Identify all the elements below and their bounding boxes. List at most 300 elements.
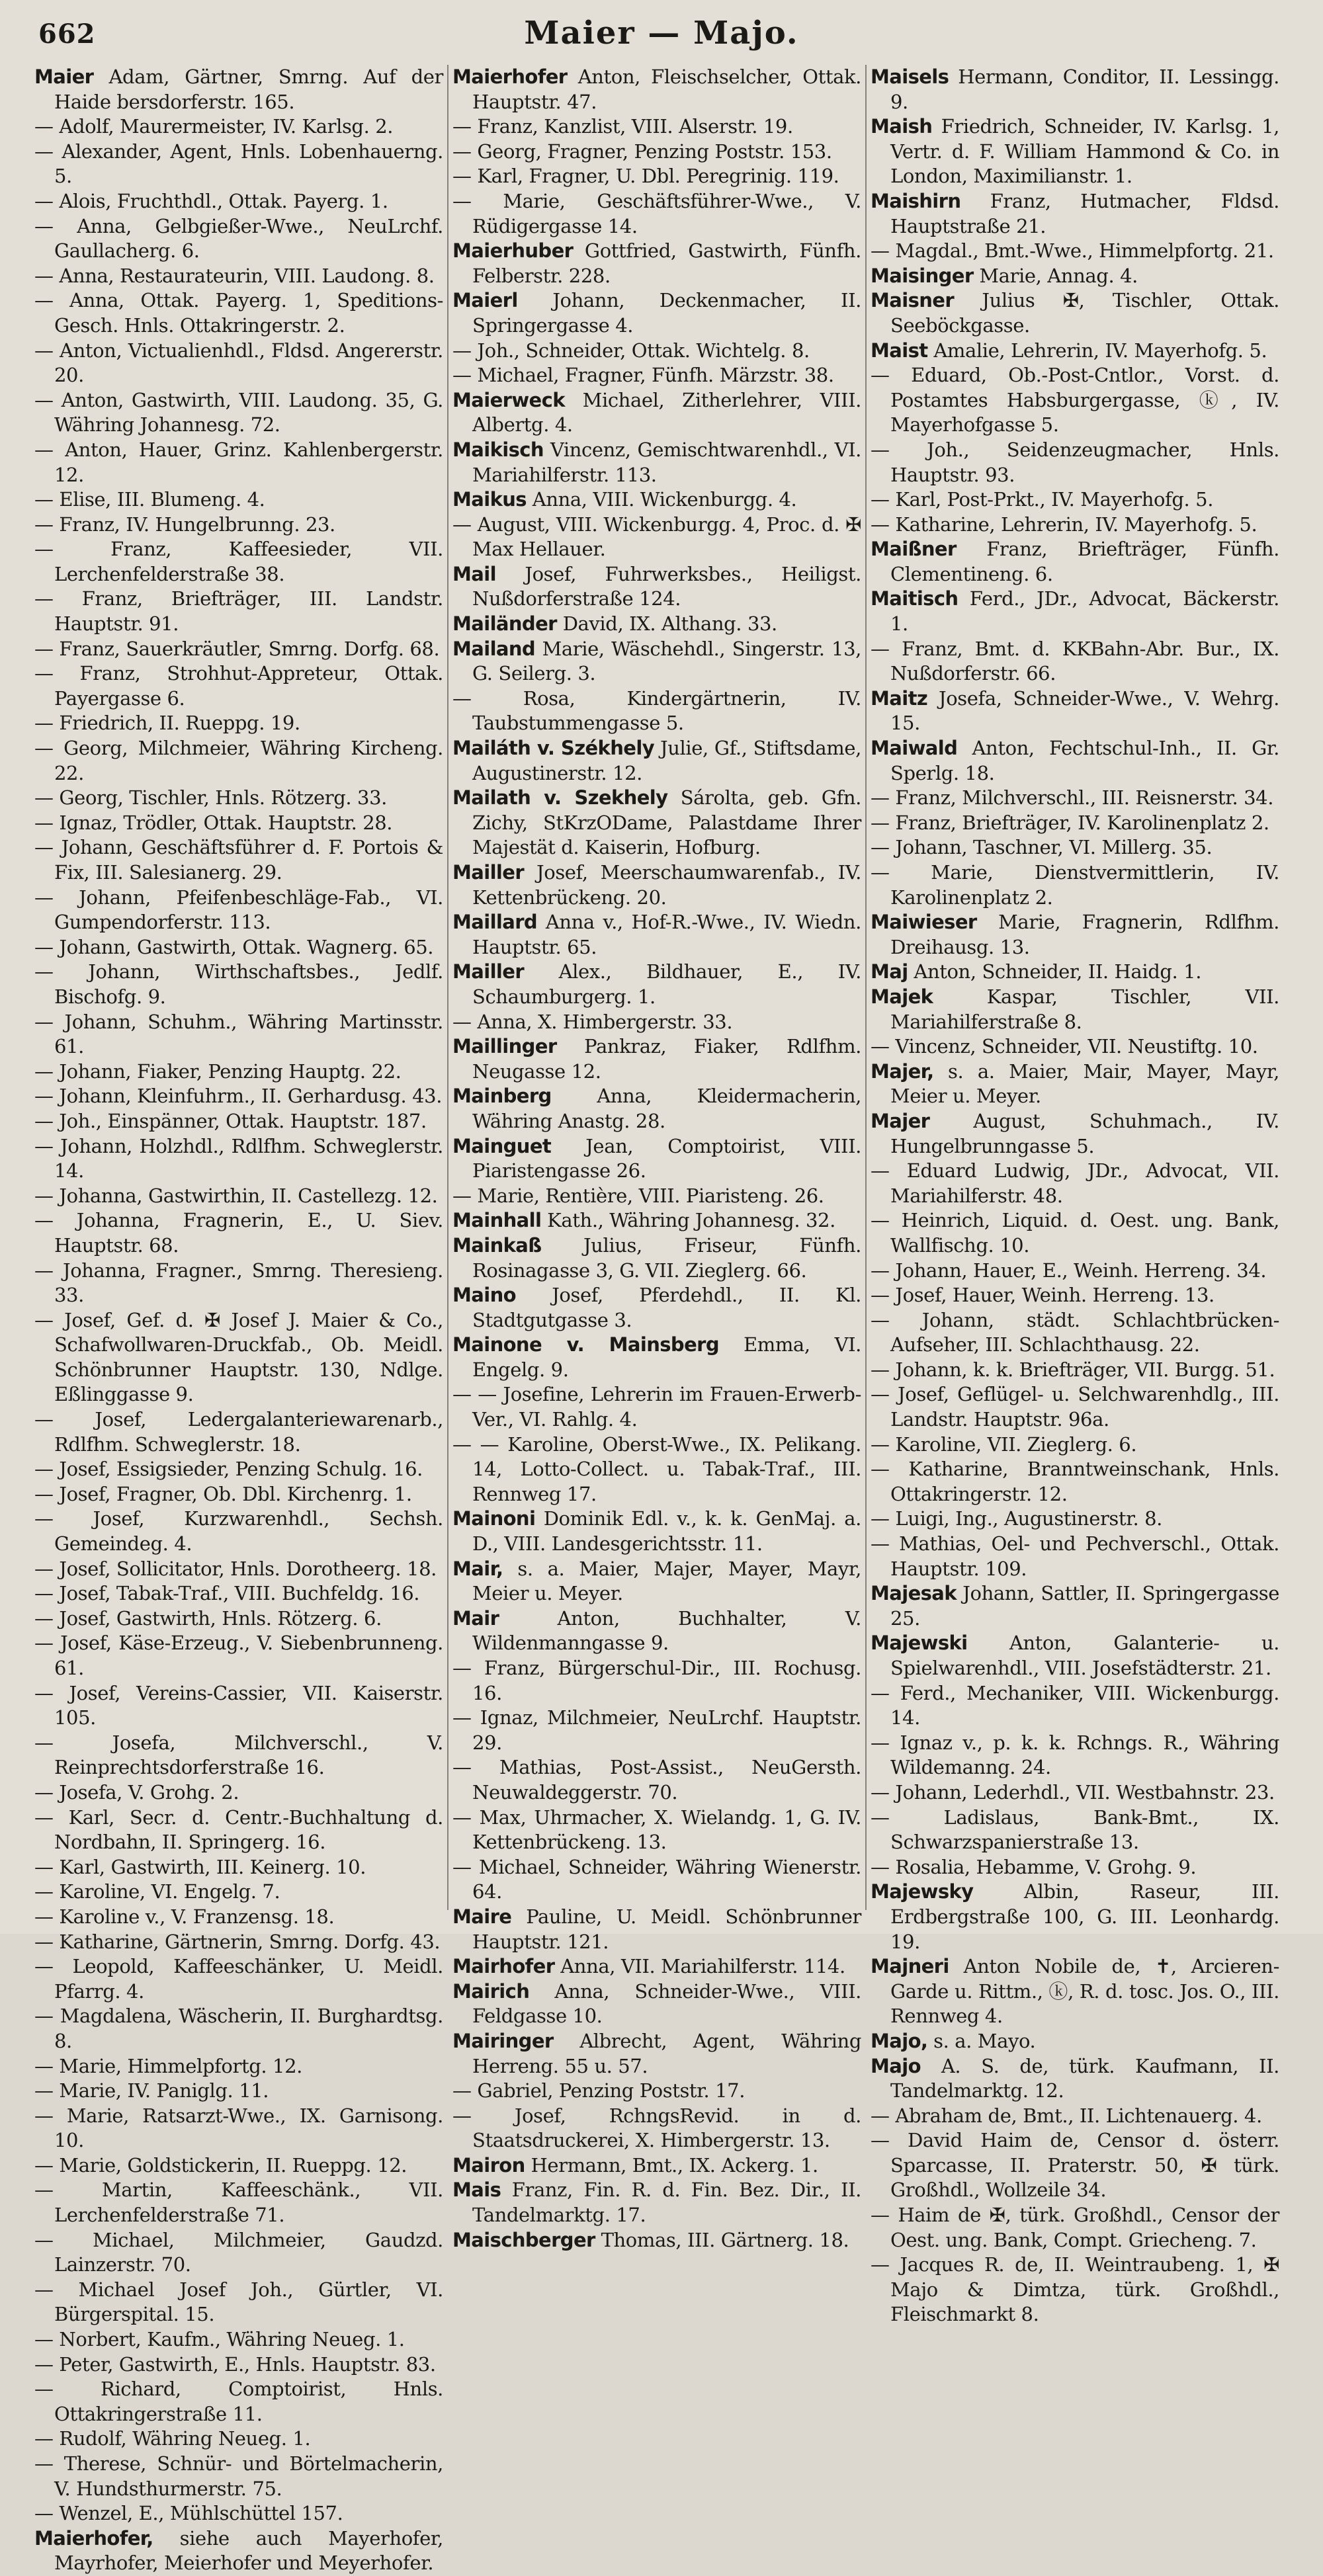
- directory-entry: [871, 1283, 1279, 1308]
- directory-entry: [34, 1557, 443, 1582]
- directory-entry: [452, 1208, 861, 1233]
- directory-entry: [871, 2029, 1279, 2054]
- entry-text: — Haim de ✠, türk. Großhdl., Censor der Oest. ung. Bank, Compt. Griecheng. 7.: [871, 2204, 1279, 2251]
- directory-entry: [34, 2452, 443, 2501]
- directory-entry: [34, 2278, 443, 2327]
- entry-text: Anton Nobile de, ✝, Arcieren-Garde u. Rittm., ⓚ, R. d. tosc. Jos. O., III. Rennweg 4.: [890, 1955, 1279, 2028]
- entry-text: — Eduard, Ob.-Post-Cntlor., Vorst. d. Postamtes Habsburgergasse, ⓚ, IV. Mayerhofgasse 5.: [871, 364, 1279, 436]
- directory-entry: [34, 1457, 443, 1482]
- entry-text: — Johanna, Gastwirthin, II. Castellezg. 12.: [34, 1184, 438, 1207]
- directory-entry: [871, 114, 1279, 189]
- directory-entry: [34, 886, 443, 935]
- directory-entry: [34, 1581, 443, 1606]
- entry-surname: Majewsky: [871, 1880, 974, 1903]
- directory-entry: [452, 1283, 861, 1333]
- entry-surname: Majneri: [871, 1955, 949, 1978]
- directory-entry: [34, 1407, 443, 1457]
- entry-text: — Rosa, Kindergärtnerin, IV. Taubstummengasse 5.: [452, 686, 861, 735]
- entry-text: — Josef, Kurzwarenhdl., Sechsh. Gemeindeg. 4.: [34, 1507, 443, 1556]
- entry-text: — Eduard Ludwig, JDr., Advocat, VII. Mariahilferstr. 48.: [871, 1159, 1279, 1207]
- entry-text: — Katharine, Lehrerin, IV. Mayerhofg. 5.: [871, 513, 1258, 536]
- entry-surname: Maiwieser: [871, 911, 977, 934]
- entry-text: Marie, Wäschehdl., Singerstr. 13, G. Seilerg. 3.: [472, 637, 861, 685]
- directory-entry: [452, 189, 861, 239]
- entry-text: Pankraz, Fiaker, Rdlfhm. Neugasse 12.: [472, 1035, 861, 1083]
- directory-entry: [452, 2079, 861, 2104]
- directory-entry: [871, 339, 1279, 364]
- entry-text: — Friedrich, II. Rueppg. 19.: [34, 712, 300, 735]
- entry-text: Friedrich, Schneider, IV. Karlsg. 1, Vertr. d. F. William Hammond & Co. in London, Maximilianstr. 1.: [890, 115, 1279, 188]
- entry-surname: Maisels: [871, 65, 949, 88]
- entry-surname: Majesak: [871, 1582, 957, 1605]
- entry-surname: Maiwald: [871, 737, 958, 760]
- directory-entry: [871, 1780, 1279, 1806]
- entry-text: — Josef, Gef. d. ✠ Josef J. Maier & Co., Schafwollwaren-Druckfab., Ob. Meidl. Schönbrunner Hauptstr. 130, Ndlge. Eßlinggasse 9.: [34, 1308, 443, 1406]
- entry-surname: Maillinger: [452, 1035, 557, 1058]
- entry-text: — Georg, Tischler, Hnls. Rötzerg. 33.: [34, 786, 387, 810]
- directory-entry: [34, 1482, 443, 1507]
- directory-entry: [34, 1606, 443, 1632]
- entry-text: — Johann, k. k. Briefträger, VII. Burgg. 51.: [871, 1358, 1275, 1381]
- directory-entry: [871, 1433, 1279, 1458]
- entry-text: s. a. Maier, Mair, Mayer, Mayr, Meier u. Meyer.: [890, 1059, 1279, 1108]
- entry-surname: Maischberger: [452, 2228, 595, 2251]
- directory-entry: [34, 1308, 443, 1407]
- directory-entry: [871, 1308, 1279, 1358]
- entry-surname: Maisner: [871, 289, 955, 312]
- entry-text: — Magdalena, Wäscherin, II. Burghardtsg. 8.: [34, 2005, 443, 2052]
- entry-text: — Jacques R. de, II. Weintraubeng. 1, ✠ Majo & Dimtza, türk. Großhdl., Fleischmarkt 8.: [871, 2253, 1279, 2326]
- entry-text: Julius, Friseur, Fünfh. Rosinagasse 3, G. VII. Zieglerg. 66.: [472, 1233, 861, 1282]
- directory-entry: [871, 1731, 1279, 1780]
- entry-text: — Josef, Fragner, Ob. Dbl. Kirchenrg. 1.: [34, 1482, 412, 1505]
- entry-text: Jean, Comptoirist, VIII. Piaristengasse 26.: [472, 1134, 861, 1183]
- directory-entry: [452, 140, 861, 165]
- entry-text: — Heinrich, Liquid. d. Oest. ung. Bank, Wallfischg. 10.: [871, 1209, 1279, 1257]
- entry-surname: Maierhofer: [452, 65, 568, 88]
- directory-entry: [871, 786, 1279, 811]
- directory-entry: [34, 1507, 443, 1556]
- directory-entry: [871, 2054, 1279, 2104]
- directory-entry: [871, 264, 1279, 289]
- directory-entry: [871, 288, 1279, 338]
- directory-entry: [452, 562, 861, 612]
- directory-entry: [34, 2054, 443, 2079]
- directory-entry: [871, 1059, 1279, 1109]
- directory-entry: [871, 910, 1279, 960]
- directory-entry: [871, 1581, 1279, 1631]
- directory-entry: [452, 1382, 861, 1432]
- directory-entry: [871, 1109, 1279, 1159]
- entry-text: — Marie, Ratsarzt-Wwe., IX. Garnisong. 10.: [34, 2104, 443, 2152]
- entry-surname: Mailáth v. Székhely: [452, 737, 654, 760]
- entry-text: Thomas, III. Gärtnerg. 18.: [601, 2228, 849, 2251]
- directory-entry: [34, 438, 443, 487]
- entry-text: August, Schuhmach., IV. Hungelbrunngasse 5.: [890, 1109, 1279, 1157]
- entry-text: — Karl, Secr. d. Centr.-Buchhaltung d. Nordbahn, II. Springerg. 16.: [34, 1806, 443, 1854]
- entry-text: Adam, Gärtner, Smrng. Auf der Haide bersdorferstr. 165.: [54, 65, 444, 113]
- entry-text: — Michael, Milchmeier, Gaudzd. Lainzerstr. 70.: [34, 2228, 443, 2276]
- entry-text: — — Karoline, Oberst-Wwe., IX. Pelikang. 14, Lotto-Collect. u. Tabak-Traf., III. Rennweg 17.: [452, 1433, 861, 1505]
- entry-text: — Therese, Schnür- und Börtelmacherin, V. Hundsthurmerstr. 75.: [34, 2452, 443, 2500]
- directory-entry: [871, 1358, 1279, 1383]
- entry-text: — Georg, Fragner, Penzing Poststr. 153.: [452, 140, 832, 163]
- directory-entry: [34, 736, 443, 786]
- directory-entry: [34, 811, 443, 836]
- directory-entry: [34, 2104, 443, 2153]
- column-2: [452, 65, 862, 2251]
- entry-text: — Joh., Seidenzeugmacher, Hnls. Hauptstr. 93.: [871, 438, 1279, 486]
- entry-text: — Marie, Goldstickerin, II. Rueppg. 12.: [34, 2153, 407, 2177]
- directory-entry: [34, 960, 443, 1009]
- entry-surname: Mairon: [452, 2153, 525, 2177]
- entry-text: — Marie, Rentière, VIII. Piaristeng. 26.: [452, 1184, 824, 1207]
- entry-text: Albrecht, Agent, Währing Herreng. 55 u. 57.: [472, 2029, 861, 2077]
- entry-text: — Anna, X. Himbergerstr. 33.: [452, 1010, 733, 1033]
- directory-entry: [871, 239, 1279, 264]
- entry-text: Sárolta, geb. Gfn. Zichy, StKrzODame, Palastdame Ihrer Majestät d. Kaiserin, Hofburg.: [472, 786, 861, 859]
- directory-entry: [871, 1806, 1279, 1855]
- entry-text: Anton, Fechtschul-Inh., II. Gr. Sperlg. 18.: [890, 737, 1279, 784]
- entry-surname: Mailath v. Szekhely: [452, 786, 668, 810]
- directory-entry: [34, 1631, 443, 1681]
- entry-surname: Maire: [452, 1905, 512, 1928]
- entry-text: Anton, Buchhalter, V. Wildenmanngasse 9.: [472, 1606, 861, 1655]
- directory-entry: [34, 2427, 443, 2452]
- entry-text: Dominik Edl. v., k. k. GenMaj. a. D., VIII. Landesgerichtsstr. 11.: [472, 1507, 861, 1556]
- entry-text: s. a. Maier, Majer, Mayer, Mayr, Meier u. Meyer.: [472, 1557, 861, 1605]
- directory-entry: [452, 363, 861, 388]
- entry-text: Ferd., JDr., Advocat, Bäckerstr. 1.: [890, 587, 1280, 636]
- directory-entry: [34, 2327, 443, 2352]
- directory-entry: [34, 1681, 443, 1731]
- entry-surname: Maisinger: [871, 264, 974, 287]
- entry-text: — — Josefine, Lehrerin im Frauen-Erwerb-Ver., VI. Rahlg. 4.: [452, 1383, 861, 1431]
- entry-text: Marie, Annag. 4.: [979, 264, 1138, 287]
- directory-entry: [34, 2178, 443, 2227]
- entry-text: Josefa, Schneider-Wwe., V. Wehrg. 15.: [890, 686, 1279, 735]
- entry-surname: Mailänder: [452, 612, 557, 636]
- entry-surname: Mairich: [452, 1979, 530, 2003]
- directory-entry: [452, 1557, 861, 1606]
- directory-entry: [34, 786, 443, 811]
- directory-entry: [34, 513, 443, 538]
- directory-entry: [34, 487, 443, 513]
- entry-text: — Karl, Fragner, U. Dbl. Peregrinig. 119.: [452, 165, 839, 188]
- entry-text: Anton, Fleischselcher, Ottak. Hauptstr. 47.: [472, 65, 862, 113]
- page-header: [0, 0, 1323, 66]
- directory-entry: [452, 1034, 861, 1084]
- entry-surname: Mailler: [452, 861, 525, 884]
- directory-entry: [871, 1507, 1279, 1532]
- directory-entry: [34, 1855, 443, 1880]
- directory-entry: [871, 2104, 1279, 2129]
- directory-entry: [34, 935, 443, 960]
- entry-surname: Mairinger: [452, 2029, 554, 2052]
- entry-text: Vincenz, Gemischtwarenhdl., VI. Mariahilferstr. 113.: [472, 438, 861, 486]
- entry-text: — Johann, Taschner, VI. Millerg. 35.: [871, 836, 1213, 859]
- entry-text: Marie, Fragnerin, Rdlfhm. Dreihausg. 13.: [890, 911, 1279, 958]
- directory-entry: [452, 2029, 861, 2079]
- running-head: Maier — Majo.: [524, 15, 799, 52]
- directory-entry: [452, 786, 861, 860]
- directory-entry: [34, 1259, 443, 1308]
- entry-text: — Johann, Gastwirth, Ottak. Wagnerg. 65.: [34, 935, 434, 958]
- directory-entry: [452, 1806, 861, 1855]
- directory-entry: [871, 2128, 1279, 2203]
- entry-text: — Franz, Briefträger, IV. Karolinenplatz 2.: [871, 811, 1269, 834]
- entry-text: Anna, Schneider-Wwe., VIII. Feldgasse 10.: [472, 1979, 861, 2028]
- entry-text: Michael, Zitherlehrer, VIII. Albertg. 4.: [472, 388, 861, 436]
- entry-surname: Majek: [871, 985, 933, 1008]
- directory-entry: [452, 1433, 861, 1507]
- directory-entry: [871, 736, 1279, 786]
- entry-text: — Anton, Victualienhdl., Fldsd. Angererstr. 20.: [34, 339, 443, 387]
- entry-text: Anna, Kleidermacherin, Währing Anastg. 28.: [472, 1085, 861, 1132]
- directory-entry: [34, 835, 443, 885]
- entry-text: — Michael, Schneider, Währing Wienerstr. 64.: [452, 1855, 861, 1903]
- directory-entry: [34, 2004, 443, 2054]
- directory-entry: [34, 388, 443, 438]
- entry-surname: Maikus: [452, 488, 527, 511]
- entry-text: — August, VIII. Wickenburgg. 4, Proc. d. ✠ Max Hellauer.: [452, 513, 861, 561]
- directory-entry: [871, 985, 1279, 1034]
- entry-text: — Johann, städt. Schlachtbrücken-Aufseher, III. Schlachthausg. 22.: [871, 1308, 1279, 1356]
- entry-text: Gottfried, Gastwirth, Fünfh. Felberstr. 228.: [472, 239, 861, 287]
- entry-text: — Johann, Fiaker, Penzing Hauptg. 22.: [34, 1059, 402, 1083]
- entry-text: — Mathias, Post-Assist., NeuGersth. Neuwaldeggerstr. 70.: [452, 1756, 861, 1804]
- entry-text: — Franz, IV. Hungelbrunng. 23.: [34, 513, 335, 536]
- entry-surname: Maißner: [871, 538, 957, 561]
- directory-entry: [452, 1855, 861, 1905]
- entry-text: — Josef, Käse-Erzeug., V. Siebenbrunneng. 61.: [34, 1632, 443, 1679]
- entry-surname: Maillard: [452, 911, 538, 934]
- entry-surname: Mailler: [452, 960, 525, 983]
- directory-entry: [871, 860, 1279, 910]
- entry-text: — Franz, Kanzlist, VIII. Alserstr. 19.: [452, 115, 793, 138]
- entry-text: Julie, Gf., Stiftsdame, Augustinerstr. 12.: [472, 737, 861, 784]
- page-number: 662: [38, 19, 96, 50]
- directory-entry: [34, 711, 443, 736]
- entry-text: — Johann, Wirthschaftsbes., Jedlf. Bischofg. 9.: [34, 960, 443, 1008]
- entry-text: — Josef, RchngsRevid. in d. Staatsdruckerei, X. Himbergerstr. 13.: [452, 2104, 861, 2152]
- entry-text: — Karoline, VI. Engelg. 7.: [34, 1880, 280, 1903]
- entry-text: Johann, Deckenmacher, II. Springergasse 4.: [472, 289, 861, 337]
- directory-entry: [34, 339, 443, 388]
- entry-text: — Johann, Hauer, E., Weinh. Herreng. 34.: [871, 1259, 1267, 1282]
- entry-text: — Karl, Post-Prkt., IV. Mayerhofg. 5.: [871, 488, 1214, 511]
- entry-text: — Johanna, Fragner., Smrng. Theresieng. 33.: [34, 1259, 443, 1307]
- directory-entry: [34, 2228, 443, 2278]
- entry-text: — Anton, Hauer, Grinz. Kahlenbergerstr. 12.: [34, 438, 443, 486]
- entry-text: — Joh., Einspänner, Ottak. Hauptstr. 187.: [34, 1109, 427, 1132]
- entry-surname: Maierweck: [452, 388, 565, 411]
- entry-text: — Elise, III. Blumeng. 4.: [34, 488, 265, 511]
- directory-entry: [452, 1706, 861, 1755]
- directory-entry: [452, 1954, 861, 1979]
- entry-text: — Josef, Gastwirth, Hnls. Rötzerg. 6.: [34, 1606, 382, 1630]
- column-3: [871, 65, 1280, 2326]
- directory-entry: [871, 1034, 1279, 1059]
- entry-surname: Maish: [871, 115, 933, 138]
- directory-entry: [452, 960, 861, 1009]
- directory-entry: [34, 1084, 443, 1109]
- directory-entry: [452, 487, 861, 513]
- directory-entry: [871, 1208, 1279, 1258]
- directory-entry: [452, 288, 861, 338]
- directory-entry: [871, 487, 1279, 513]
- directory-entry: [34, 2153, 443, 2179]
- directory-entry: [34, 2526, 443, 2576]
- entry-surname: Mais: [452, 2179, 501, 2202]
- column-divider: [447, 65, 448, 1910]
- entry-text: — Adolf, Maurermeister, IV. Karlsg. 2.: [34, 115, 394, 138]
- entry-text: — Magdal., Bmt.-Wwe., Himmelpfortg. 21.: [871, 239, 1274, 263]
- entry-surname: Maist: [871, 339, 928, 362]
- entry-text: Kaspar, Tischler, VII. Mariahilferstraße 8.: [890, 985, 1279, 1033]
- directory-entry: [34, 1010, 443, 1059]
- entry-text: — Franz, Briefträger, III. Landstr. Hauptstr. 91.: [34, 587, 443, 636]
- directory-entry: [871, 438, 1279, 487]
- entry-text: — Michael, Fragner, Fünfh. Märzstr. 38.: [452, 364, 834, 387]
- directory-entry: [871, 1631, 1279, 1681]
- directory-entry: [452, 1333, 861, 1382]
- directory-entry: [34, 661, 443, 711]
- entry-surname: Mair,: [452, 1557, 503, 1580]
- entry-text: — Max, Uhrmacher, X. Wielandg. 1, G. IV. Kettenbrückeng. 13.: [452, 1806, 861, 1854]
- directory-entry: [34, 1880, 443, 1905]
- entry-text: — Franz, Bürgerschul-Dir., III. Rochusg. 16.: [452, 1657, 861, 1704]
- directory-entry: [34, 2377, 443, 2427]
- directory-entry: [871, 1457, 1279, 1507]
- entry-surname: Majo,: [871, 2029, 928, 2052]
- directory-entry: [34, 1954, 443, 2004]
- entry-text: Anna, VII. Mariahilferstr. 114.: [560, 1955, 845, 1978]
- entry-text: Emma, VI. Engelg. 9.: [472, 1333, 862, 1381]
- entry-text: — Johann, Pfeifenbeschläge-Fab., VI. Gumpendorferstr. 113.: [34, 886, 443, 934]
- directory-entry: [452, 637, 861, 686]
- directory-entry: [871, 835, 1279, 860]
- entry-surname: Mainkaß: [452, 1233, 542, 1257]
- entry-text: — Wenzel, E., Mühlschüttel 157.: [34, 2502, 343, 2525]
- entry-text: — Josef, Vereins-Cassier, VII. Kaiserstr. 105.: [34, 1681, 443, 1729]
- directory-entry: [871, 686, 1279, 736]
- entry-text: — Anna, Ottak. Payerg. 1, Speditions-Gesch. Hnls. Ottakringerstr. 2.: [34, 289, 443, 337]
- entry-text: — Marie, Dienstvermittlerin, IV. Karolinenplatz 2.: [871, 861, 1279, 909]
- entry-text: — Karoline, VII. Zieglerg. 6.: [871, 1433, 1137, 1456]
- directory-entry: [34, 1731, 443, 1780]
- entry-text: — Ignaz v., p. k. k. Rchngs. R., Währing Wildemanng. 24.: [871, 1731, 1279, 1779]
- directory-entry: [871, 587, 1279, 636]
- entry-text: Amalie, Lehrerin, IV. Mayerhofg. 5.: [933, 339, 1267, 362]
- entry-text: — Johann, Lederhdl., VII. Westbahnstr. 23.: [871, 1780, 1275, 1804]
- entry-surname: Mainoni: [452, 1507, 536, 1530]
- entry-surname: Maier: [34, 65, 94, 88]
- entry-surname: Maierl: [452, 289, 518, 312]
- directory-entry: [452, 164, 861, 189]
- entry-surname: Mainguet: [452, 1134, 552, 1157]
- directory-entry: [34, 2079, 443, 2104]
- directory-entry: [871, 1159, 1279, 1208]
- entry-text: — David Haim de, Censor d. österr. Sparcasse, II. Praterstr. 50, ✠ türk. Großhdl., Wollzeile 34.: [871, 2129, 1279, 2202]
- directory-entry: [34, 1780, 443, 1806]
- entry-text: — Johanna, Fragnerin, E., U. Siev. Hauptstr. 68.: [34, 1209, 443, 1257]
- entry-surname: Maierhuber: [452, 239, 574, 263]
- directory-entry: [34, 1134, 443, 1184]
- directory-entry: [452, 910, 861, 960]
- entry-text: Albin, Raseur, III. Erdbergstraße 100, G. III. Leonhardg. 19.: [890, 1880, 1280, 1953]
- entry-text: Kath., Währing Johannesg. 32.: [547, 1209, 835, 1232]
- entry-text: — Ignaz, Milchmeier, NeuLrchf. Hauptstr. 29.: [452, 1706, 861, 1754]
- entry-text: — Marie, Himmelpfortg. 12.: [34, 2054, 302, 2077]
- entry-text: — Richard, Comptoirist, Hnls. Ottakringerstraße 11.: [34, 2378, 443, 2425]
- entry-text: Hermann, Conditor, II. Lessingg. 9.: [890, 65, 1279, 113]
- entry-surname: Majewski: [871, 1632, 968, 1655]
- directory-entry: [871, 2253, 1279, 2327]
- entry-text: — Katharine, Branntweinschank, Hnls. Ottakringerstr. 12.: [871, 1458, 1279, 1505]
- entry-surname: Maikisch: [452, 438, 544, 461]
- directory-entry: [452, 1084, 861, 1134]
- entry-text: Franz, Fin. R. d. Fin. Bez. Dir., II. Tandelmarktg. 17.: [472, 2179, 861, 2227]
- directory-entry: [34, 65, 443, 114]
- directory-entry: [34, 288, 443, 338]
- entry-text: — Franz, Sauerkräutler, Smrng. Dorfg. 68.: [34, 637, 440, 660]
- entry-text: — Joh., Schneider, Ottak. Wichtelg. 8.: [452, 339, 810, 362]
- entry-text: — Josefa, V. Grohg. 2.: [34, 1780, 239, 1804]
- entry-text: — Rudolf, Währing Neueg. 1.: [34, 2427, 311, 2450]
- entry-surname: Mainhall: [452, 1209, 542, 1232]
- entry-text: — Josef, Ledergalanteriewarenarb., Rdlfhm. Schweglerstr. 18.: [34, 1408, 443, 1456]
- entry-text: — Vincenz, Schneider, VII. Neustiftg. 10.: [871, 1035, 1258, 1058]
- entry-text: s. a. Mayo.: [933, 2029, 1036, 2052]
- directory-entry: [452, 2178, 861, 2227]
- entry-surname: Mainone v. Mainsberg: [452, 1333, 720, 1356]
- entry-text: — Anna, Restaurateurin, VIII. Laudong. 8.: [34, 264, 435, 287]
- entry-text: Franz, Hutmacher, Fldsd. Hauptstraße 21.: [890, 189, 1279, 237]
- directory-entry: [871, 1855, 1279, 1880]
- entry-text: — Josef, Sollicitator, Hnls. Dorotheerg. 18.: [34, 1557, 437, 1580]
- entry-text: — Martin, Kaffeeschänk., VII. Lerchenfelderstraße 71.: [34, 2179, 443, 2227]
- entry-surname: Majer,: [871, 1059, 934, 1083]
- directory-entry: [452, 1134, 861, 1184]
- directory-entry: [871, 811, 1279, 836]
- column-divider: [865, 65, 867, 1910]
- entry-surname: Mairhofer: [452, 1955, 555, 1978]
- directory-entry: [34, 637, 443, 662]
- directory-entry: [871, 65, 1279, 114]
- entry-text: Franz, Briefträger, Fünfh. Clementineng. 6.: [890, 538, 1279, 585]
- entry-text: — Leopold, Kaffeeschänker, U. Meidl. Pfarrg. 4.: [34, 1955, 443, 2003]
- directory-entry: [871, 2203, 1279, 2253]
- directory-entry: [452, 114, 861, 140]
- entry-text: David, IX. Althang. 33.: [562, 612, 777, 636]
- directory-entry: [452, 1755, 861, 1805]
- entry-text: — Ladislaus, Bank-Bmt., IX. Schwarzspanierstraße 13.: [871, 1806, 1279, 1854]
- entry-text: — Ferd., Mechaniker, VIII. Wickenburgg. 14.: [871, 1681, 1279, 1729]
- directory-entry: [452, 736, 861, 786]
- entry-text: — Franz, Strohhut-Appreteur, Ottak. Payergasse 6.: [34, 662, 443, 710]
- directory-entry: [452, 860, 861, 910]
- directory-entry: [871, 363, 1279, 438]
- directory-entry: [34, 140, 443, 189]
- entry-text: A. S. de, türk. Kaufmann, II. Tandelmarktg. 12.: [890, 2054, 1279, 2102]
- directory-entry: [452, 65, 861, 114]
- directory-entry: [34, 2501, 443, 2526]
- entry-surname: Maj: [871, 960, 908, 983]
- directory-entry: [871, 513, 1279, 538]
- entry-text: Anna v., Hof-R.-Wwe., IV. Wiedn. Hauptstr. 65.: [472, 911, 861, 958]
- directory-entry: [34, 1930, 443, 1955]
